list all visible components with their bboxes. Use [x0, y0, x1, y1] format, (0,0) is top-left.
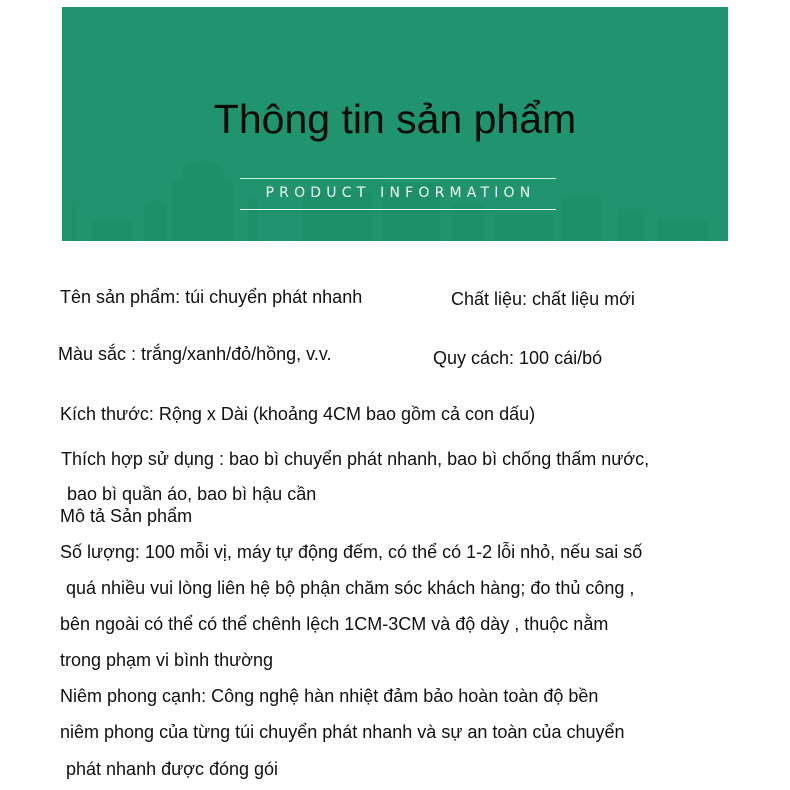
- seal-line-1: Niêm phong cạnh: Công nghệ hàn nhiệt đảm bảo hoàn toàn độ bền: [60, 686, 599, 706]
- quantity-line-2: quá nhiều vui lòng liên hệ bộ phận chăm sóc khách hàng; đo thủ công ,: [61, 578, 635, 598]
- seal-line-3: phát nhanh được đóng gói: [61, 759, 279, 779]
- spec-usage-line-1: Thích hợp sử dụng : bao bì chuyển phát nhanh, bao bì chống thấm nước,: [61, 449, 650, 469]
- spec-product-name: Tên sản phẩm: túi chuyển phát nhanh: [60, 287, 363, 307]
- spec-packing: Quy cách: 100 cái/bó: [433, 348, 603, 368]
- quantity-line-3: bên ngoài có thể có thể chênh lệch 1CM-3CM và độ dày , thuộc nằm: [60, 614, 609, 634]
- banner-subtitle: PRODUCT INFORMATION: [265, 185, 536, 201]
- spec-material: Chất liệu: chất liệu mới: [451, 289, 635, 309]
- description-heading: Mô tả Sản phẩm: [60, 506, 193, 526]
- product-info-banner: [62, 7, 728, 241]
- spec-usage-line-2: bao bì quần áo, bao bì hậu cần: [62, 484, 317, 504]
- spec-size: Kích thước: Rộng x Dài (khoảng 4CM bao gồm cả con dấu): [60, 404, 536, 424]
- banner-subtitle-frame: [240, 178, 556, 210]
- quantity-line-4: trong phạm vi bình thường: [60, 650, 273, 670]
- spec-color: Màu sắc : trắng/xanh/đỏ/hồng, v.v.: [58, 344, 332, 364]
- banner-title: Thông tin sản phẩm: [213, 96, 577, 142]
- seal-line-2: niêm phong của từng túi chuyển phát nhanh và sự an toàn của chuyển: [60, 722, 625, 742]
- quantity-line-1: Số lượng: 100 mỗi vị, máy tự động đếm, có thể có 1-2 lỗi nhỏ, nếu sai số: [60, 542, 643, 562]
